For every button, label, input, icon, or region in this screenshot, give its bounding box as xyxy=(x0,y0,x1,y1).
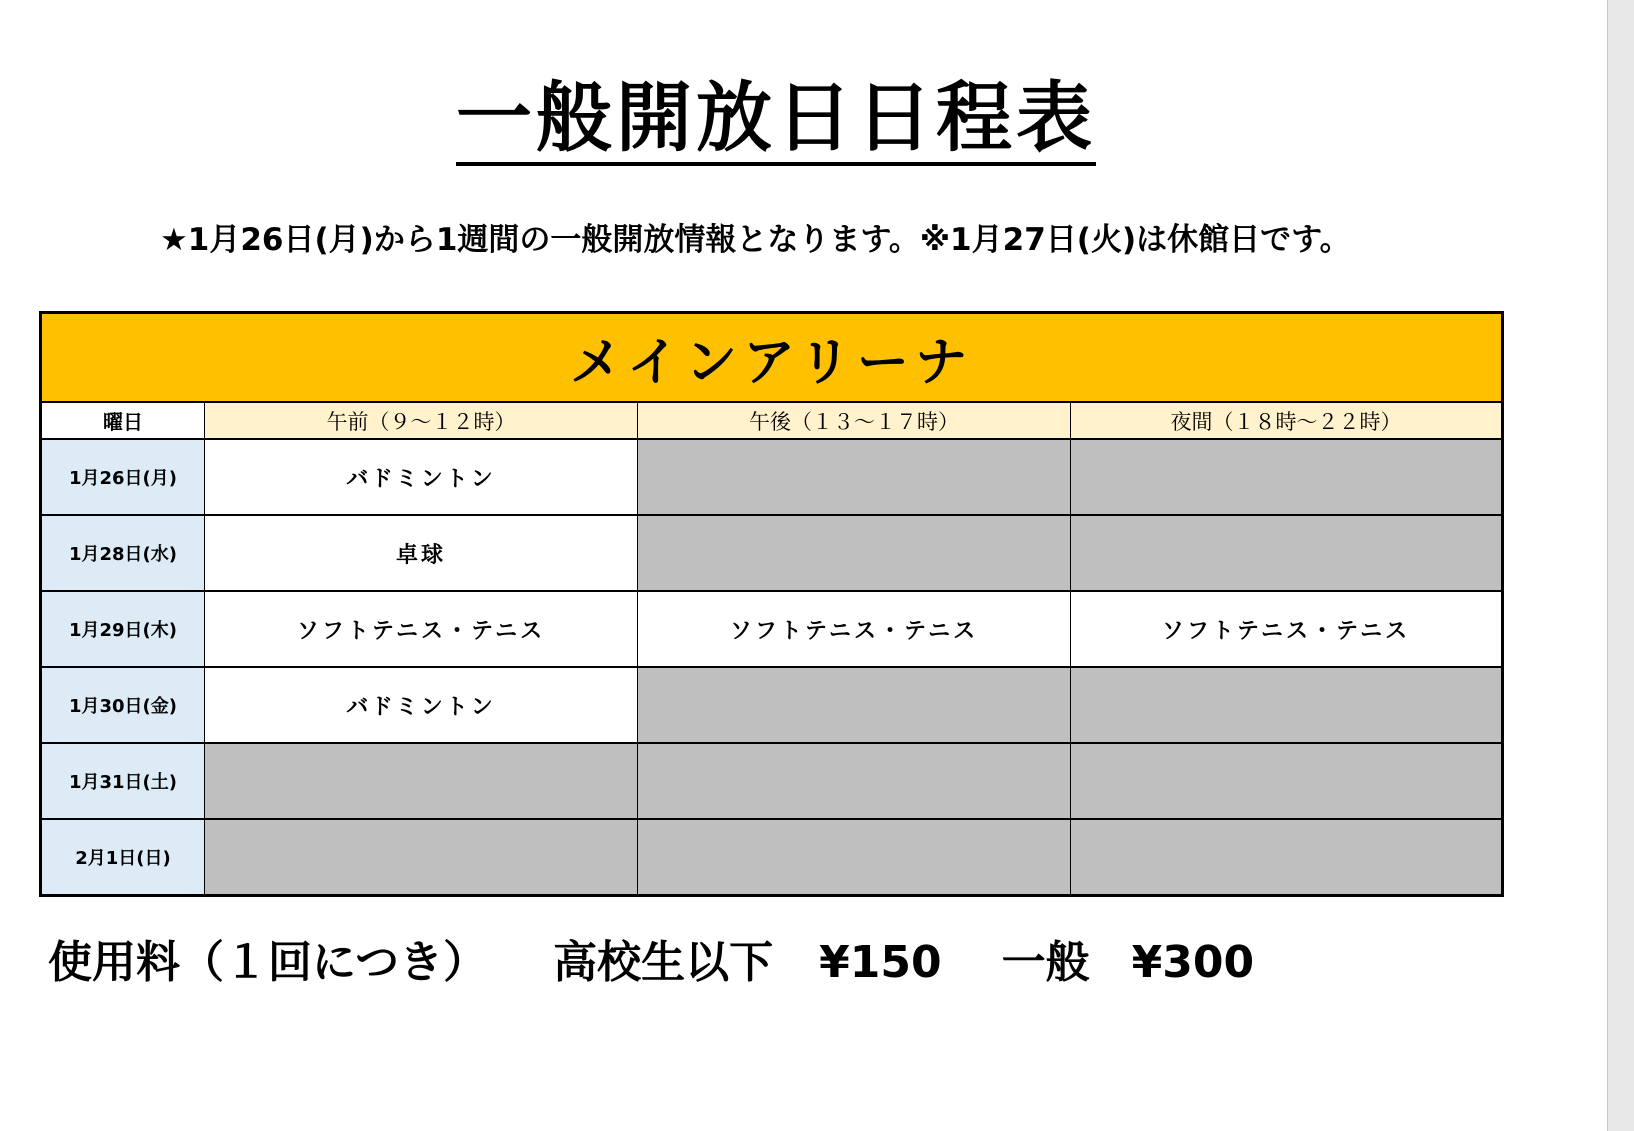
night-slot-cell: ソフトテニス・テニス xyxy=(1071,592,1501,666)
day-cell: 1月30日(金) xyxy=(42,668,205,742)
day-cell: 1月26日(月) xyxy=(42,440,205,514)
morning-slot-cell: 卓球 xyxy=(205,516,638,590)
night-slot-cell xyxy=(1071,744,1501,818)
fee-student-label: 高校生以下 xyxy=(553,937,774,988)
table-row xyxy=(42,820,1501,894)
fee-info xyxy=(48,938,1254,988)
afternoon-slot-cell xyxy=(638,668,1071,742)
table-row xyxy=(42,592,1501,668)
notice-text: ★1月26日(月)から1週間の一般開放情報となります。※1月27日(火)は休館日です。 xyxy=(160,222,1351,258)
morning-slot-cell: バドミントン xyxy=(205,668,638,742)
afternoon-slot-cell xyxy=(638,516,1071,590)
table-row xyxy=(42,744,1501,820)
afternoon-slot-cell xyxy=(638,440,1071,514)
afternoon-slot-cell: ソフトテニス・テニス xyxy=(638,592,1071,666)
page-title xyxy=(0,73,1552,166)
morning-slot-cell: バドミントン xyxy=(205,440,638,514)
table-row xyxy=(42,440,1501,516)
night-slot-cell xyxy=(1071,440,1501,514)
column-header-afternoon: 午後（１３～１７時） xyxy=(638,403,1071,438)
fee-student-price: ¥150 xyxy=(819,937,942,988)
morning-slot-cell xyxy=(205,820,638,894)
afternoon-slot-cell xyxy=(638,820,1071,894)
day-cell: 1月31日(土) xyxy=(42,744,205,818)
section-title: メインアリーナ xyxy=(42,314,1501,403)
page-edge xyxy=(1607,0,1634,1131)
column-header-morning: 午前（９～１２時） xyxy=(205,403,638,438)
table-header-row xyxy=(42,403,1501,440)
page-title-text: 一般開放日日程表 xyxy=(456,80,1096,166)
schedule-table xyxy=(39,311,1504,897)
table-row xyxy=(42,516,1501,592)
table-row xyxy=(42,668,1501,744)
night-slot-cell xyxy=(1071,668,1501,742)
night-slot-cell xyxy=(1071,820,1501,894)
column-header-night: 夜間（１８時～２２時） xyxy=(1071,403,1501,438)
night-slot-cell xyxy=(1071,516,1501,590)
day-cell: 1月29日(木) xyxy=(42,592,205,666)
column-header-day: 曜日 xyxy=(42,403,205,438)
day-cell: 2月1日(日) xyxy=(42,820,205,894)
fee-general-price: ¥300 xyxy=(1131,937,1255,988)
fee-label: 使用料（１回につき） xyxy=(48,937,488,988)
morning-slot-cell xyxy=(205,744,638,818)
day-cell: 1月28日(水) xyxy=(42,516,205,590)
morning-slot-cell: ソフトテニス・テニス xyxy=(205,592,638,666)
fee-general-label: 一般 xyxy=(1001,937,1090,988)
afternoon-slot-cell xyxy=(638,744,1071,818)
